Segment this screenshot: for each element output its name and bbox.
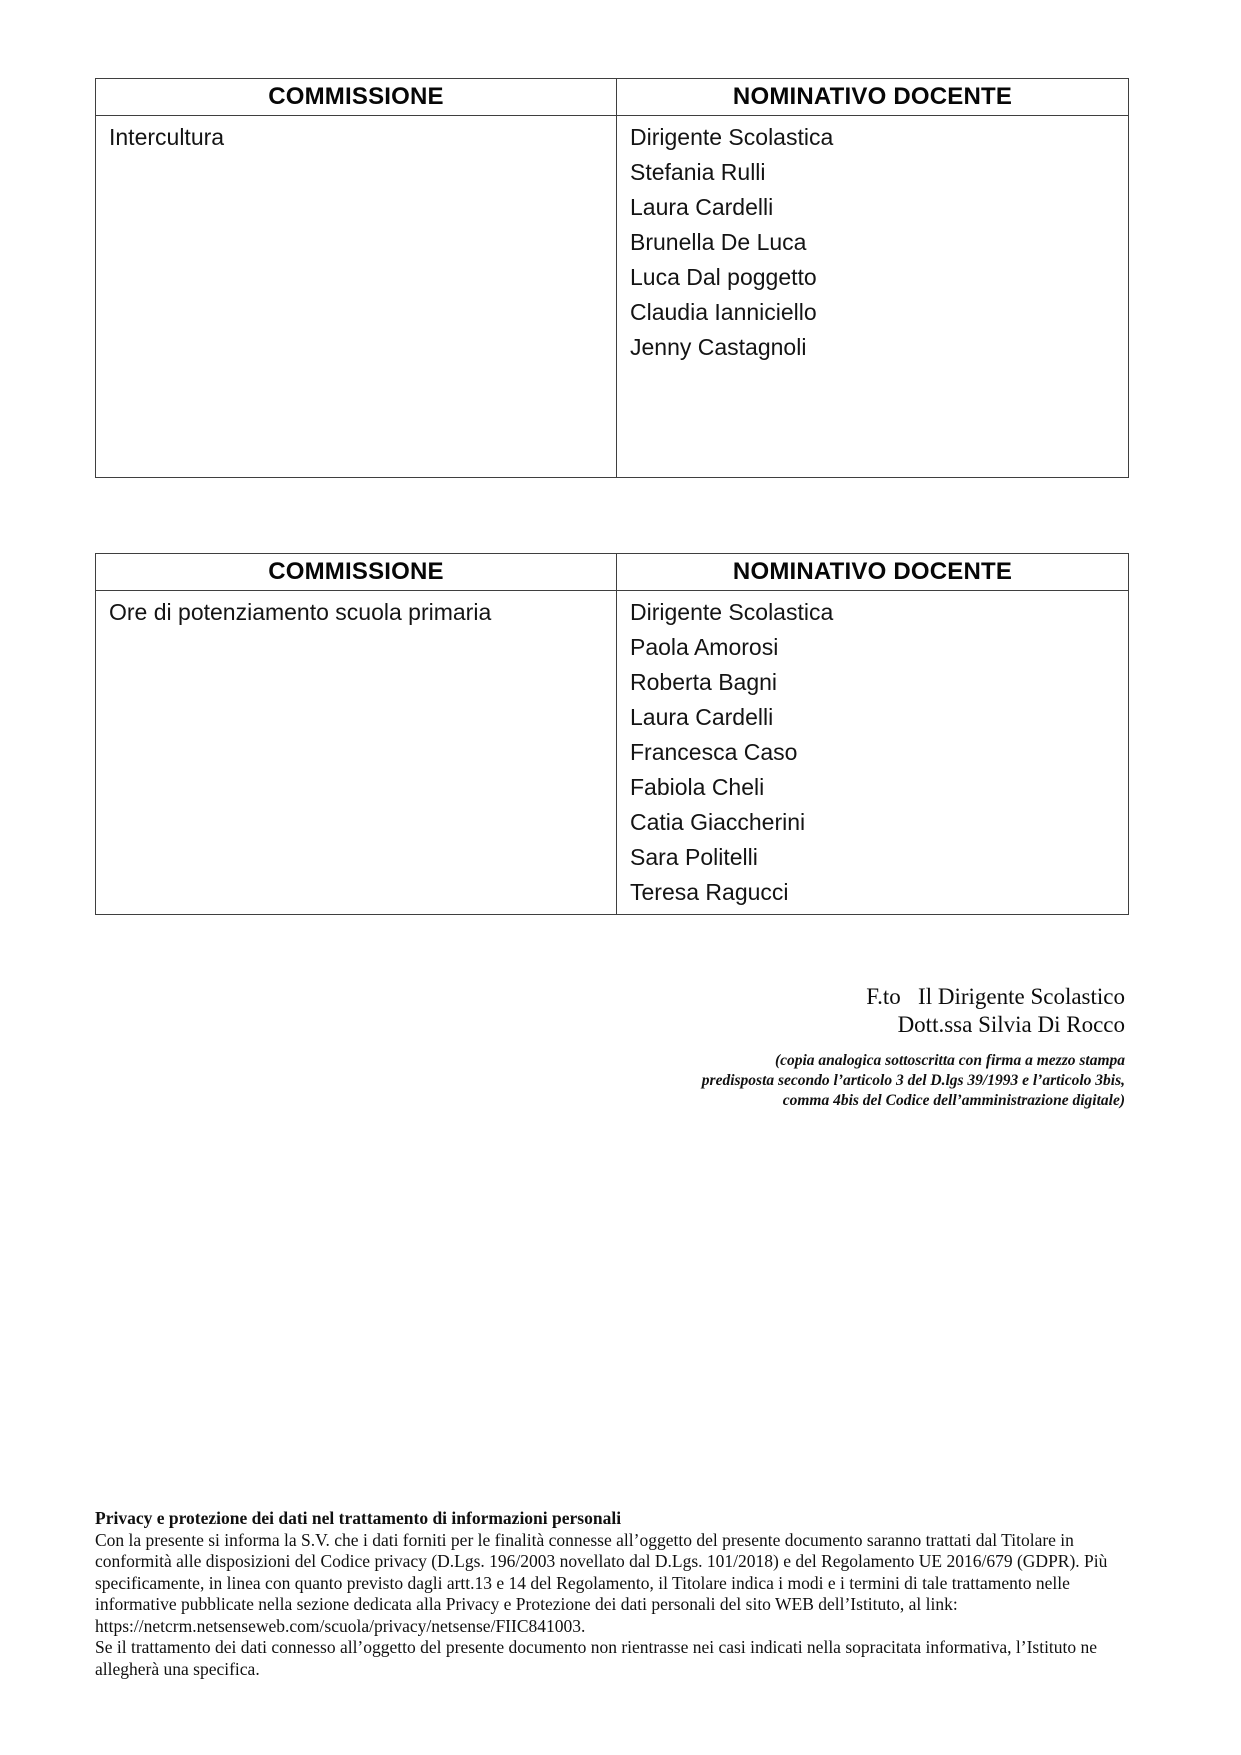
privacy-paragraph-1 [95,1530,1148,1638]
signature-note-line: predisposta secondo l’articolo 3 del D.lgs 39/1993 e l’articolo 3bis, [701,1072,1125,1089]
signature-legal-note [702,1051,1125,1111]
privacy-heading: Privacy e protezione dei dati nel trattamento di informazioni personali [95,1508,622,1528]
commissione-table-intercultura [95,78,1129,478]
docente-name: Brunella De Luca [630,229,807,255]
docente-name: Luca Dal poggetto [630,264,817,290]
header-commissione: COMMISSIONE [96,554,617,591]
privacy-text: Con la presente si informa la S.V. che i dati forniti per le finalità connesse all’oggetto del presente documento saranno trattati dal Titolare in conformità alle disposizioni del Codice privacy (D.Lgs. 196/2003 novellato dal D.Lgs. 101/2018) e del Regolamento UE 2016/679 (GDPR). Più specificamente, in linea con quanto previsto dagli artt.13 e 14 del Regolamento, il Titolare indica i modi e i termini di tale trattamento nelle informative pubblicate nella sezione dedicata alla Privacy e Protezione dei dati personali del sito WEB dell’Istituto, al link: [95,1529,1108,1614]
docenti-cell [617,591,1129,915]
table-row [96,591,1129,915]
commissione-name: Ore di potenziamento scuola primaria [109,599,492,625]
docenti-list [630,595,1115,910]
commissione-name: Intercultura [109,124,225,150]
privacy-section [95,1508,1148,1680]
docente-name: Roberta Bagni [630,669,778,695]
commissione-table-potenziamento [95,553,1129,915]
docenti-list [630,120,1115,365]
header-commissione: COMMISSIONE [96,79,617,116]
commissione-cell [96,591,617,915]
privacy-link: https://netcrm.netsenseweb.com/scuola/privacy/netsense/FIIC841003. [95,1615,586,1636]
docente-name: Teresa Ragucci [630,879,789,905]
privacy-paragraph-2: Se il trattamento dei dati connesso all’oggetto del presente documento non rientrasse nei casi indicati nella sopracitata informativa, l’Istituto ne allegherà una specifica. [95,1637,1098,1679]
docente-name: Laura Cardelli [630,704,774,730]
header-nominativo-docente: NOMINATIVO DOCENTE [617,79,1129,116]
signature-note-line: (copia analogica sottoscritta con firma a mezzo stampa [774,1052,1125,1069]
docente-name: Laura Cardelli [630,194,774,220]
docente-name: Dirigente Scolastica [630,599,834,625]
docente-name: Stefania Rulli [630,159,766,185]
table-header-row [96,79,1129,116]
docente-name: Francesca Caso [630,739,798,765]
docente-name: Claudia Ianniciello [630,299,817,325]
header-nominativo-docente: NOMINATIVO DOCENTE [617,554,1129,591]
docente-name: Paola Amorosi [630,634,779,660]
docente-name: Catia Giaccherini [630,809,806,835]
docente-name: Sara Politelli [630,844,758,870]
table-header-row [96,554,1129,591]
signature-fto-line: F.to Il Dirigente Scolastico [866,984,1125,1009]
signature-name-line: Dott.ssa Silvia Di Rocco [897,1012,1125,1037]
docente-name: Dirigente Scolastica [630,124,834,150]
docenti-cell [617,116,1129,478]
signature-note-line: comma 4bis del Codice dell’amministrazione digitale) [782,1092,1125,1109]
table-row [96,116,1129,478]
docente-name: Jenny Castagnoli [630,334,807,360]
signature-block [702,983,1125,1111]
commissione-cell [96,116,617,478]
docente-name: Fabiola Cheli [630,774,765,800]
